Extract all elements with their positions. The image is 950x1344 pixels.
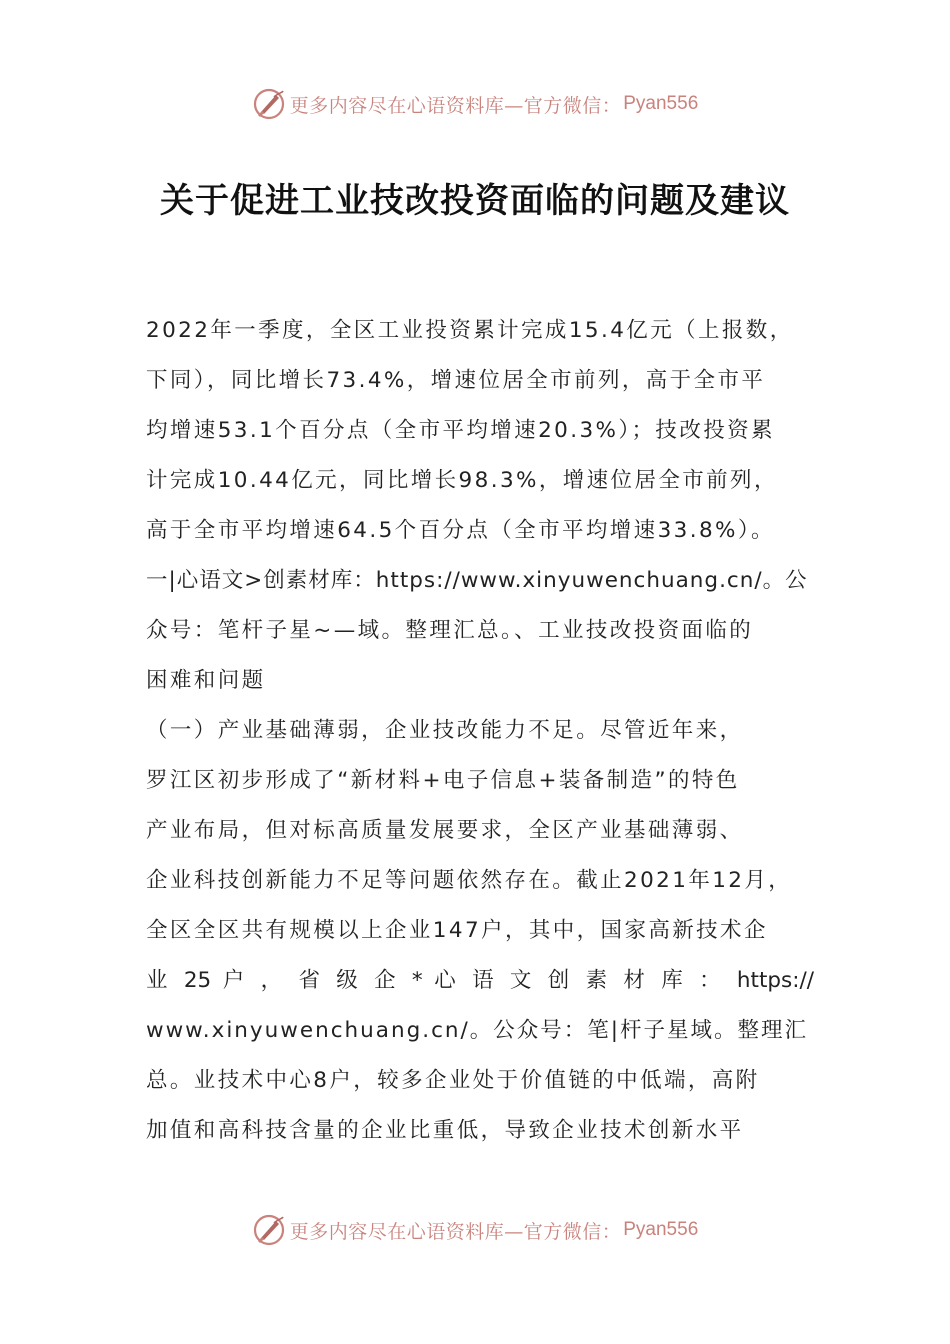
- text-line: 产业布局，但对标高质量发展要求，全区产业基础薄弱、: [146, 818, 744, 843]
- text-line: 加值和高科技含量的企业比重低，导致企业技术创新水平: [146, 1118, 744, 1143]
- text-line: 计完成10.44亿元，同比增长98.3%，增速位居全市前列，: [146, 468, 778, 493]
- text-line: 下同），同比增长73.4%，增速位居全市前列，高于全市平: [146, 368, 766, 393]
- text-line: 罗江区初步形成了“新材料+电子信息+装备制造”的特色: [146, 768, 740, 793]
- text-line: 全区全区共有规模以上企业147户，其中，国家高新技术企: [146, 918, 768, 943]
- text-line: 总。业技术中心8户，较多企业处于价值链的中低端，高附: [146, 1068, 760, 1093]
- header-banner: [0, 84, 950, 124]
- text-line: 困难和问题: [146, 668, 266, 693]
- text-line: 众号：笔杆子星~—域。整理汇总。、工业技改投资面临的: [146, 618, 754, 643]
- document-body: [146, 306, 814, 1156]
- wechat-id: Pyan556: [623, 93, 699, 114]
- page-title: 关于促进工业技改投资面临的问题及建议: [160, 181, 790, 221]
- footer-banner: [0, 1210, 950, 1250]
- text-line: （一）产业基础薄弱，企业技改能力不足。尽管近年来，: [146, 718, 744, 743]
- text-line: www.xinyuwenchuang.cn/。公众号：笔|杆子星域。整理汇: [146, 1018, 809, 1043]
- text-line: 业 25 户 ， 省 级 企 * 心 语 文 创 素 材 库 ： https://: [146, 968, 814, 993]
- quill-pen-logo-icon: [252, 1213, 286, 1247]
- banner-text: 更多内容尽在心语资料库—官方微信：: [289, 94, 622, 117]
- text-line: 均增速53.1个百分点（全市平均增速20.3%）；技改投资累: [146, 418, 775, 443]
- text-line: 企业科技创新能力不足等问题依然存在。截止2021年12月，: [146, 868, 793, 893]
- text-line: 2022年一季度，全区工业投资累计完成15.4亿元（上报数，: [146, 318, 794, 343]
- text-line: 一|心语文>创素材库：https://www.xinyuwenchuang.cn/。公: [146, 568, 808, 593]
- text-line: 高于全市平均增速64.5个百分点（全市平均增速33.8%）。: [146, 518, 775, 543]
- wechat-id: Pyan556: [623, 1219, 699, 1240]
- banner-text: 更多内容尽在心语资料库—官方微信：: [289, 1220, 622, 1243]
- quill-pen-logo-icon: [252, 87, 286, 121]
